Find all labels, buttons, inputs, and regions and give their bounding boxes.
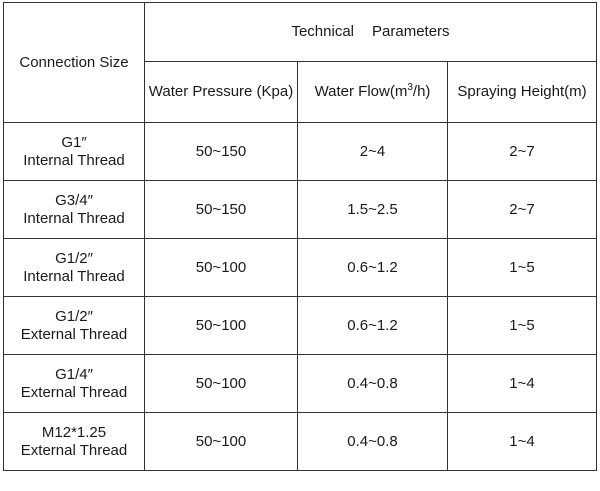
flow-cell: 0.6~1.2 (298, 297, 448, 355)
connection-size-cell (4, 355, 145, 413)
header-spraying-height: Spraying Height(m) (448, 62, 597, 123)
height-cell: 2~7 (448, 123, 597, 181)
header-row-1 (4, 3, 597, 62)
connection-size-cell (4, 297, 145, 355)
pressure-cell: 50~150 (145, 123, 298, 181)
table-row (4, 239, 597, 297)
pressure-cell: 50~100 (145, 239, 298, 297)
pressure-cell: 50~100 (145, 355, 298, 413)
height-cell: 2~7 (448, 181, 597, 239)
size-line: G1/2″ (55, 307, 93, 325)
size-line: G1/2″ (55, 249, 93, 267)
height-cell: 1~4 (448, 413, 597, 471)
table-row (4, 413, 597, 471)
pressure-cell: 50~100 (145, 413, 298, 471)
size-line: G3/4″ (55, 191, 93, 209)
water-flow-prefix: Water Flow(m (314, 83, 408, 100)
table-row (4, 181, 597, 239)
table-row (4, 297, 597, 355)
header-water-flow (298, 62, 448, 123)
water-flow-superscript: 3 (407, 82, 413, 93)
connection-size-cell (4, 239, 145, 297)
height-cell: 1~5 (448, 297, 597, 355)
table-row (4, 123, 597, 181)
connection-size-cell (4, 181, 145, 239)
thread-type-line: External Thread (20, 441, 128, 459)
flow-cell: 2~4 (298, 123, 448, 181)
table-row (4, 355, 597, 413)
technical-parameters-table (3, 2, 597, 471)
connection-size-cell (4, 413, 145, 471)
thread-type-line: Internal Thread (23, 151, 125, 169)
header-parameters-word: Parameters (372, 23, 450, 40)
thread-type-line: External Thread (20, 325, 128, 343)
header-technical-parameters (145, 3, 597, 62)
height-cell: 1~4 (448, 355, 597, 413)
header-water-pressure: Water Pressure (Kpa) (145, 62, 298, 123)
flow-cell: 0.4~0.8 (298, 355, 448, 413)
thread-type-line: Internal Thread (23, 267, 125, 285)
pressure-cell: 50~150 (145, 181, 298, 239)
header-technical-word: Technical (291, 23, 355, 40)
flow-cell: 1.5~2.5 (298, 181, 448, 239)
thread-type-line: External Thread (20, 383, 128, 401)
size-line: G1″ (61, 133, 87, 151)
pressure-cell: 50~100 (145, 297, 298, 355)
height-cell: 1~5 (448, 239, 597, 297)
header-connection-size: Connection Size (4, 3, 145, 123)
size-line: M12*1.25 (41, 423, 107, 441)
thread-type-line: Internal Thread (23, 209, 125, 227)
connection-size-cell (4, 123, 145, 181)
flow-cell: 0.4~0.8 (298, 413, 448, 471)
flow-cell: 0.6~1.2 (298, 239, 448, 297)
size-line: G1/4″ (55, 365, 93, 383)
water-flow-suffix: /h) (412, 83, 431, 100)
